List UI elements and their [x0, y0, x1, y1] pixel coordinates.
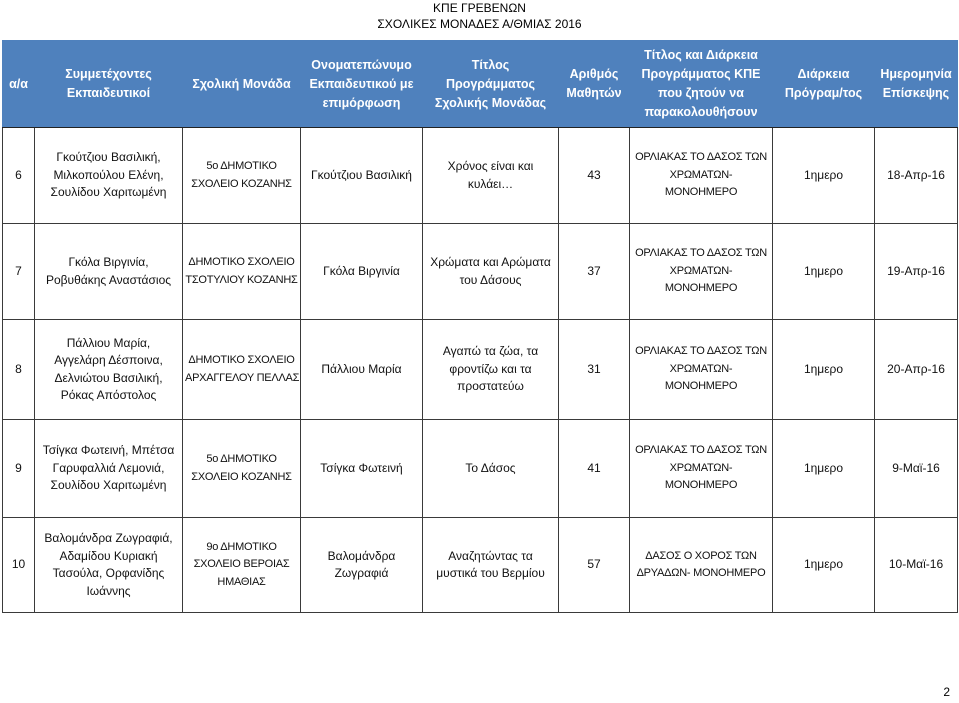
cell-text: 10-Μαϊ-16 — [888, 557, 944, 572]
cell-text: Σουλίδου Χαριτωμένη — [50, 185, 167, 200]
cell-trained-teacher — [301, 320, 423, 420]
cell-text: Γαρυφαλλιά Λεμονιά, — [52, 460, 165, 475]
cell-text: Σουλίδου Χαριτωμένη — [50, 478, 167, 493]
cell-row-number — [3, 518, 35, 613]
title-line-2: ΣΧΟΛΙΚΕΣ ΜΟΝΑΔΕΣ Α/ΘΜΙΑΣ 2016 — [377, 17, 582, 31]
cell-text: ΔΗΜΟΤΙΚΟ ΣΧΟΛΕΙΟ — [188, 256, 295, 268]
cell-text: 9 — [15, 460, 22, 475]
cell-student-count — [559, 518, 630, 613]
cell-program-duration — [773, 224, 875, 320]
cell-text: του Δάσους — [459, 272, 522, 287]
cell-row-number — [3, 224, 35, 320]
column-header-text: Ονοματεπώνυμο — [311, 57, 412, 72]
cell-participants — [35, 420, 183, 518]
cell-text: 37 — [587, 263, 601, 278]
cell-text: Γκόλα Βιργινία, — [68, 255, 149, 269]
cell-text: ΟΡΛΙΑΚΑΣ ΤΟ ΔΑΣΟΣ ΤΩΝ — [635, 247, 767, 260]
cell-text: φροντίζω και τα — [449, 361, 532, 376]
table-row — [3, 518, 958, 613]
column-header-text: Συμμετέχοντες — [65, 67, 152, 81]
column-header-text: Πρόγραμ/τος — [784, 86, 863, 100]
cell-text: ΧΡΩΜΑΤΩΝ- — [669, 461, 733, 474]
column-header-visit-date — [875, 41, 958, 128]
cell-text: ΣΧΟΛΕΙΟ ΚΟΖΑΝΗΣ — [191, 470, 292, 483]
table-header-row — [3, 41, 958, 128]
title-line-1: ΚΠΕ ΓΡΕΒΕΝΩΝ — [433, 1, 526, 15]
cell-text: Χρόνος είναι και — [447, 159, 534, 173]
cell-text: ΧΡΩΜΑΤΩΝ- — [669, 264, 733, 277]
cell-participants — [35, 224, 183, 320]
cell-kpe-program — [630, 224, 773, 320]
cell-text: 1ημερο — [803, 361, 844, 376]
cell-text: Τσίγκα Φωτεινή, Μπέτσα — [42, 443, 175, 458]
cell-text: ΑΡΧΑΓΓΕΛΟΥ ΠΕΛΛΑΣ — [185, 371, 300, 384]
cell-text: 10 — [11, 557, 26, 572]
table-body — [3, 128, 958, 613]
cell-trained-teacher — [301, 224, 423, 320]
cell-participants — [35, 320, 183, 420]
table-row — [3, 224, 958, 320]
cell-text: 1ημερο — [803, 263, 844, 278]
column-header-kpe-program — [630, 41, 773, 128]
cell-school-unit — [183, 128, 301, 224]
cell-text: 1ημερο — [803, 167, 844, 182]
cell-text: ΔΗΜΟΤΙΚΟ ΣΧΟΛΕΙΟ — [188, 354, 295, 366]
cell-text: 31 — [587, 361, 601, 376]
cell-text: 6 — [15, 167, 22, 182]
cell-text: ΔΡΥΑΔΩΝ- ΜΟΝΟΗΜΕΡΟ — [636, 567, 766, 579]
cell-text: 8 — [15, 361, 22, 376]
cell-school-unit — [183, 420, 301, 518]
cell-text: ΤΣΟΤΥΛΙΟΥ ΚΟΖΑΝΗΣ — [185, 273, 298, 286]
cell-text: 43 — [587, 167, 601, 182]
cell-text: μυστικά του Βερμίου — [436, 566, 545, 580]
cell-text: Χρώματα και Αρώματα — [430, 255, 551, 269]
cell-text: ΧΡΩΜΑΤΩΝ- — [669, 362, 733, 375]
cell-participants — [35, 128, 183, 224]
cell-text: Ιωάννης — [86, 583, 131, 598]
cell-visit-date — [875, 518, 958, 613]
column-header-trained-teacher — [301, 41, 423, 128]
cell-text: ΟΡΛΙΑΚΑΣ ΤΟ ΔΑΣΟΣ ΤΩΝ — [635, 345, 767, 358]
cell-text: ΧΡΩΜΑΤΩΝ- — [669, 168, 733, 181]
cell-school-unit — [183, 320, 301, 420]
cell-student-count — [559, 224, 630, 320]
cell-text: Τσίγκα Φωτεινή — [320, 460, 403, 475]
cell-text: Το Δάσος — [465, 460, 516, 475]
column-header-participants — [35, 41, 183, 128]
cell-text: Αναζητώντας τα — [448, 548, 533, 563]
cell-kpe-program — [630, 420, 773, 518]
cell-text: Τασούλα, Ορφανίδης — [52, 566, 165, 580]
cell-trained-teacher — [301, 128, 423, 224]
cell-text: ΜΟΝΟΗΜΕΡΟ — [664, 282, 738, 295]
cell-school-program-title — [423, 320, 559, 420]
cell-text: Μιλκοπούλου Ελένη, — [53, 167, 164, 182]
cell-text: Αδαμίδου Κυριακή — [59, 548, 158, 563]
column-header-text: Προγράμματος ΚΠΕ — [641, 67, 761, 81]
column-header-text: Τίτλος — [471, 57, 510, 72]
cell-text: ΜΟΝΟΗΜΕΡΟ — [664, 380, 738, 393]
cell-school-program-title — [423, 128, 559, 224]
column-header-text: Μαθητών — [566, 86, 622, 100]
cell-row-number — [3, 320, 35, 420]
cell-text: Γκούτζιου Βασιλική, — [56, 150, 161, 165]
column-header-text: Εκπαιδευτικοί — [66, 86, 151, 100]
table-row — [3, 128, 958, 224]
cell-text: Αγγελάρη Δέσποινα, — [54, 353, 163, 367]
column-header-school-program-title — [423, 41, 559, 128]
cell-text: Βαλομάνδρα Ζωγραφιά, — [44, 531, 173, 545]
column-header-text: Τίτλος και Διάρκεια — [644, 48, 758, 62]
column-header-text: Εκπαιδευτικού με — [309, 76, 414, 91]
cell-text: Πάλλιου Μαρία — [321, 361, 402, 376]
cell-row-number — [3, 420, 35, 518]
cell-trained-teacher — [301, 420, 423, 518]
column-header-text: Ημερομηνία — [880, 67, 952, 81]
cell-visit-date — [875, 320, 958, 420]
column-header-text: Σχολικής Μονάδας — [434, 95, 547, 110]
cell-text: Αγαπώ τα ζώα, τα — [442, 344, 539, 359]
cell-school-program-title — [423, 518, 559, 613]
cell-text: Γκούτζιου Βασιλική — [311, 167, 412, 182]
cell-program-duration — [773, 420, 875, 518]
column-header-text: Προγράμματος — [445, 76, 536, 91]
cell-text: 1ημερο — [803, 460, 844, 475]
cell-text: ΣΧΟΛΕΙΟ ΚΟΖΑΝΗΣ — [191, 177, 292, 190]
column-header-text: παρακολουθήσουν — [644, 105, 758, 119]
cell-visit-date — [875, 224, 958, 320]
cell-text: ΜΟΝΟΗΜΕΡΟ — [664, 186, 738, 199]
cell-visit-date — [875, 128, 958, 224]
cell-school-unit — [183, 224, 301, 320]
cell-text: Πάλλιου Μαρία, — [66, 335, 151, 350]
cell-text: ΟΡΛΙΑΚΑΣ ΤΟ ΔΑΣΟΣ ΤΩΝ — [635, 151, 767, 164]
cell-text: 9-Μαϊ-16 — [892, 460, 940, 475]
cell-text: ΗΜΑΘΙΑΣ — [217, 575, 266, 588]
column-header-text: α/α — [9, 76, 28, 91]
column-header-text: που ζητούν να — [658, 86, 744, 100]
cell-text: Βαλομάνδρα — [327, 548, 396, 563]
page-number: 2 — [943, 685, 950, 699]
table-row — [3, 320, 958, 420]
cell-student-count — [559, 320, 630, 420]
cell-student-count — [559, 420, 630, 518]
cell-kpe-program — [630, 518, 773, 613]
cell-kpe-program — [630, 320, 773, 420]
column-header-student-count — [559, 41, 630, 128]
cell-text: Ζωγραφιά — [334, 566, 389, 580]
cell-participants — [35, 518, 183, 613]
column-header-school-unit — [183, 41, 301, 128]
cell-program-duration — [773, 128, 875, 224]
cell-student-count — [559, 128, 630, 224]
cell-kpe-program — [630, 128, 773, 224]
column-header-text: Διάρκεια — [797, 67, 850, 81]
cell-text: 5ο ΔΗΜΟΤΙΚΟ — [206, 453, 277, 465]
cell-program-duration — [773, 518, 875, 613]
cell-text: 18-Απρ-16 — [887, 167, 945, 182]
cell-row-number — [3, 128, 35, 224]
cell-text: 57 — [587, 557, 601, 572]
cell-text: 9ο ΔΗΜΟΤΙΚΟ — [206, 540, 277, 553]
cell-school-program-title — [423, 420, 559, 518]
column-header-program-duration — [773, 41, 875, 128]
cell-text: 5ο ΔΗΜΟΤΙΚΟ — [206, 160, 277, 172]
cell-school-unit — [183, 518, 301, 613]
cell-text: ΔΑΣΟΣ Ο ΧΟΡΟΣ ΤΩΝ — [645, 549, 757, 562]
cell-visit-date — [875, 420, 958, 518]
cell-text: 41 — [587, 460, 601, 475]
column-header-row-number — [3, 41, 35, 128]
column-header-text: Σχολική Μονάδα — [192, 76, 291, 91]
cell-text: Γκόλα Βιργινία — [323, 263, 400, 278]
column-header-text: επιμόρφωση — [322, 95, 401, 110]
cell-text: 1ημερο — [803, 557, 844, 572]
cell-text: ΣΧΟΛΕΙΟ ΒΕΡΟΙΑΣ — [193, 558, 290, 571]
cell-program-duration — [773, 320, 875, 420]
cell-text: ΜΟΝΟΗΜΕΡΟ — [664, 479, 738, 492]
cell-text: κυλάει… — [467, 176, 514, 191]
cell-text: 7 — [15, 263, 22, 278]
cell-text: Δελνιώτου Βασιλική, — [54, 370, 163, 385]
column-header-text: Αριθμός — [569, 67, 619, 81]
cell-school-program-title — [423, 224, 559, 320]
cell-text: ΟΡΛΙΑΚΑΣ ΤΟ ΔΑΣΟΣ ΤΩΝ — [635, 444, 767, 457]
cell-text: προστατεύω — [457, 379, 524, 394]
school-units-table — [2, 40, 958, 613]
document-title — [0, 0, 959, 32]
cell-text: 20-Απρ-16 — [887, 361, 945, 376]
cell-text: 19-Απρ-16 — [887, 263, 945, 278]
cell-text: Ρόκας Απόστολος — [60, 388, 157, 402]
column-header-text: Επίσκεψης — [882, 86, 950, 100]
table-row — [3, 420, 958, 518]
table-header — [3, 41, 958, 128]
cell-trained-teacher — [301, 518, 423, 613]
cell-text: Ροβυθάκης Αναστάσιος — [45, 272, 172, 287]
